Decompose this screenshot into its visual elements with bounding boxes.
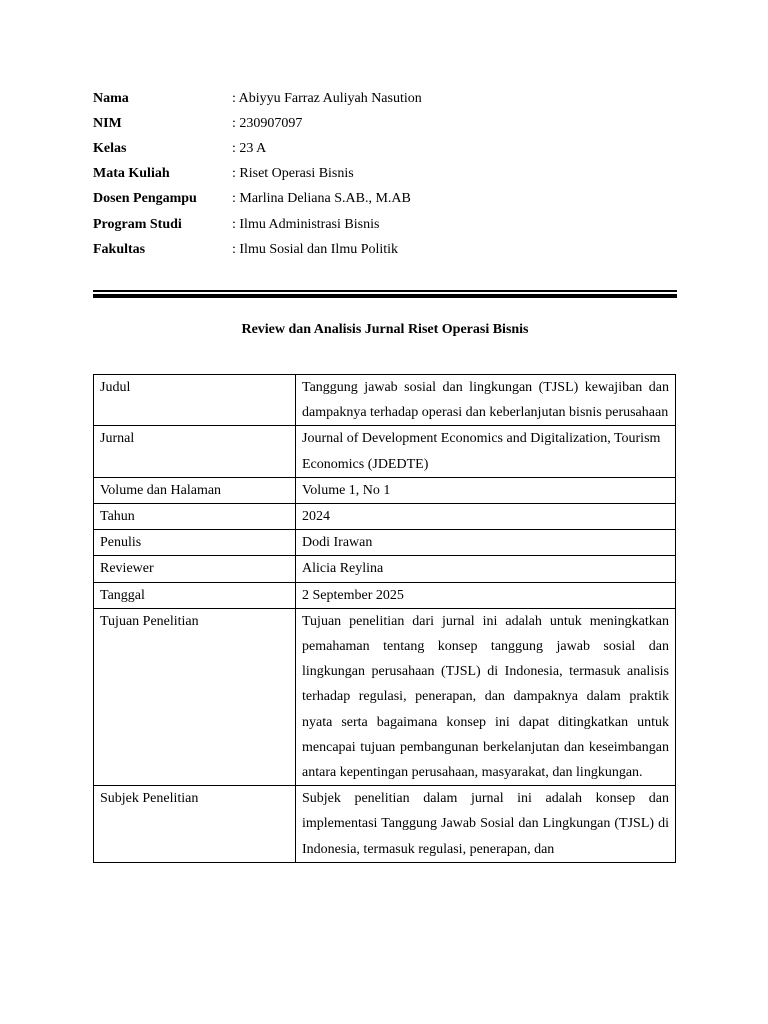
field-value: Alicia Reylina (296, 556, 676, 582)
info-row-kelas (93, 136, 422, 161)
field-label: Jurnal (94, 426, 296, 477)
document-title: Review dan Analisis Jurnal Riset Operasi Bisnis (241, 322, 529, 337)
info-value: : Abiyyu Farraz Auliyah Nasution (232, 90, 422, 106)
info-row-nim (93, 111, 422, 136)
field-value: 2 September 2025 (296, 582, 676, 608)
info-label: Mata Kuliah (93, 166, 170, 182)
field-value: Subjek penelitian dalam jurnal ini adalah konsep dan implementasi Tanggung Jawab Sosial dan Lingkungan (TJSL) di Indonesia, termasuk regulasi, penerapan, dan (296, 786, 676, 863)
field-label: Subjek Penelitian (94, 786, 296, 863)
info-value: : Ilmu Sosial dan Ilmu Politik (232, 241, 399, 257)
table-row (94, 556, 676, 582)
info-value: : 230907097 (232, 115, 303, 131)
table-row (94, 786, 676, 863)
info-label: NIM (93, 115, 122, 131)
field-value: Tujuan penelitian dari jurnal ini adalah untuk meningkatkan pemahaman tentang konsep tanggung jawab sosial dan lingkungan perusahaan (TJSL) di Indonesia, termasuk analisis terhadap regulasi, penerapan, dan dampaknya dalam praktik nyata serta bagaimana konsep ini dapat ditingkatkan untuk mencapai tujuan pembangunan berkelanjutan dan keseimbangan antara kepentingan perusahaan, masyarakat, dan lingkungan. (296, 608, 676, 785)
info-label: Dosen Pengampu (93, 191, 197, 207)
info-label: Fakultas (93, 241, 146, 257)
info-row-dosen (93, 187, 422, 212)
info-row-mata-kuliah (93, 162, 422, 187)
info-value: : 23 A (232, 140, 267, 156)
info-label: Program Studi (93, 216, 182, 232)
field-value: Dodi Irawan (296, 530, 676, 556)
table-row (94, 530, 676, 556)
field-value: 2024 (296, 504, 676, 530)
info-value: : Riset Operasi Bisnis (232, 166, 354, 182)
info-value: : Marlina Deliana S.AB., M.AB (232, 191, 411, 207)
info-value: : Ilmu Administrasi Bisnis (232, 216, 380, 232)
field-label: Volume dan Halaman (94, 477, 296, 503)
divider-thick (93, 294, 677, 298)
table-row (94, 608, 676, 785)
table-row (94, 477, 676, 503)
info-label: Nama (93, 90, 129, 106)
field-label: Tahun (94, 504, 296, 530)
info-row-nama (93, 86, 422, 111)
table-row (94, 426, 676, 477)
info-row-fakultas (93, 237, 422, 262)
info-row-program-studi (93, 212, 422, 237)
field-value: Tanggung jawab sosial dan lingkungan (TJSL) kewajiban dan dampaknya terhadap operasi dan keberlanjutan bisnis perusahaan (296, 375, 676, 426)
field-label: Penulis (94, 530, 296, 556)
field-value: Journal of Development Economics and Digitalization, Tourism Economics (JDEDTE) (296, 426, 676, 477)
student-info (93, 86, 422, 262)
review-table (93, 374, 676, 863)
field-value: Volume 1, No 1 (296, 477, 676, 503)
table-row (94, 375, 676, 426)
field-label: Tujuan Penelitian (94, 608, 296, 785)
table-row (94, 504, 676, 530)
field-label: Judul (94, 375, 296, 426)
field-label: Tanggal (94, 582, 296, 608)
info-label: Kelas (93, 140, 127, 156)
divider-thin (93, 290, 677, 292)
field-label: Reviewer (94, 556, 296, 582)
table-row (94, 582, 676, 608)
